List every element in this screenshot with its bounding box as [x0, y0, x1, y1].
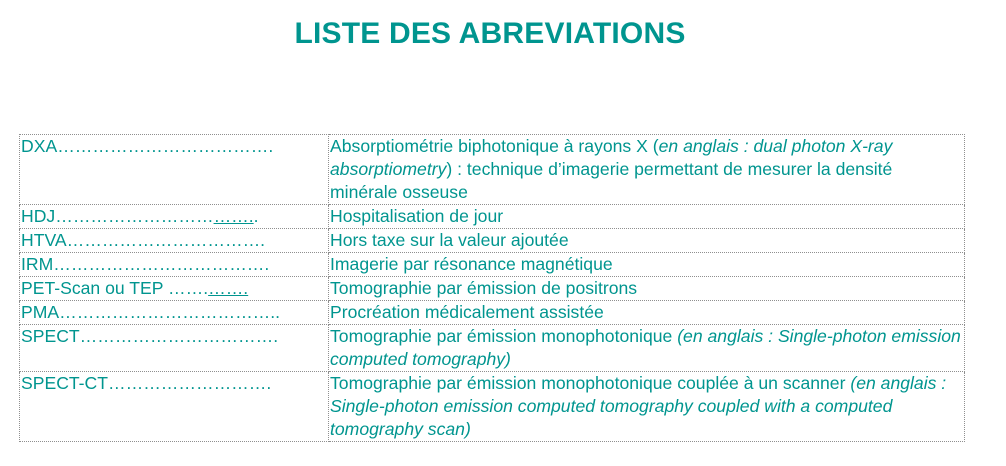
definition-text: Tomographie par émission monophotonique couplée à un scanner: [330, 373, 851, 393]
definition-cell: [329, 372, 965, 442]
abbreviations-table-body: [20, 135, 965, 442]
leader-dots: …….: [163, 278, 209, 298]
table-row: [20, 277, 965, 301]
definition-italic-text: (en anglais : Single-photon emission computed tomography): [330, 326, 961, 369]
table-row: [20, 229, 965, 253]
table-row: [20, 253, 965, 277]
abbreviation-cell: [20, 135, 329, 205]
definition-text: Procréation médicalement assistée: [330, 302, 604, 322]
abbreviation-term: SPECT-CT: [21, 373, 108, 393]
table-row: [20, 135, 965, 205]
definition-cell: [329, 301, 965, 325]
leader-dots: ………………………………..: [59, 302, 281, 322]
abbreviation-term: IRM: [21, 254, 54, 274]
abbreviation-term: PET-Scan ou TEP: [21, 278, 164, 298]
abbreviation-cell: [20, 229, 329, 253]
leader-dots: ……………………….: [108, 373, 272, 393]
leader-dots: ……………………………….: [53, 254, 270, 274]
abbreviations-table: [19, 134, 965, 442]
definition-text: Tomographie par émission de positrons: [330, 278, 638, 298]
definition-cell: [329, 253, 965, 277]
definition-cell: [329, 229, 965, 253]
abbreviation-term: HDJ: [21, 206, 56, 226]
table-row: [20, 301, 965, 325]
abbreviation-term: DXA: [21, 136, 58, 156]
table-row: [20, 325, 965, 372]
abbreviation-cell: [20, 372, 329, 442]
leader-dots-underlined: …….: [213, 206, 254, 226]
abbreviation-term: SPECT: [21, 326, 80, 346]
definition-cell: [329, 205, 965, 229]
abbreviation-term: HTVA: [21, 230, 67, 250]
abbreviation-cell: [20, 253, 329, 277]
leader-dots: ……………………………….: [57, 136, 274, 156]
abbreviation-cell: [20, 325, 329, 372]
page-title: LISTE DES ABREVIATIONS: [294, 17, 686, 50]
leader-dots-tail: .: [253, 206, 259, 226]
definition-italic-text: en anglais : dual photon X-ray absorptiometry: [330, 136, 893, 179]
abbreviation-cell: [20, 205, 329, 229]
definition-italic-text: (en anglais : Single-photon emission computed tomography coupled with a computed tomography scan): [330, 373, 947, 439]
definition-text: Hospitalisation de jour: [330, 206, 504, 226]
definition-text: Imagerie par résonance magnétique: [330, 254, 613, 274]
leader-dots: ………………………: [55, 206, 214, 226]
definition-cell: [329, 135, 965, 205]
table-row: [20, 205, 965, 229]
definition-text: Hors taxe sur la valeur ajoutée: [330, 230, 569, 250]
definition-text: Absorptiométrie biphotonique à rayons X (: [330, 136, 659, 156]
definition-text: ) : technique d’imagerie permettant de mesurer la densité minérale osseuse: [330, 159, 893, 202]
leader-dots: …………………………….: [79, 326, 279, 346]
abbreviation-term: PMA: [21, 302, 60, 322]
abbreviation-cell: [20, 301, 329, 325]
leader-dots: …………………………….: [66, 230, 266, 250]
leader-dots-underlined: …….: [208, 278, 249, 298]
abbreviation-cell: [20, 277, 329, 301]
definition-cell: [329, 277, 965, 301]
definition-cell: [329, 325, 965, 372]
table-row: [20, 372, 965, 442]
definition-text: Tomographie par émission monophotonique: [330, 326, 678, 346]
